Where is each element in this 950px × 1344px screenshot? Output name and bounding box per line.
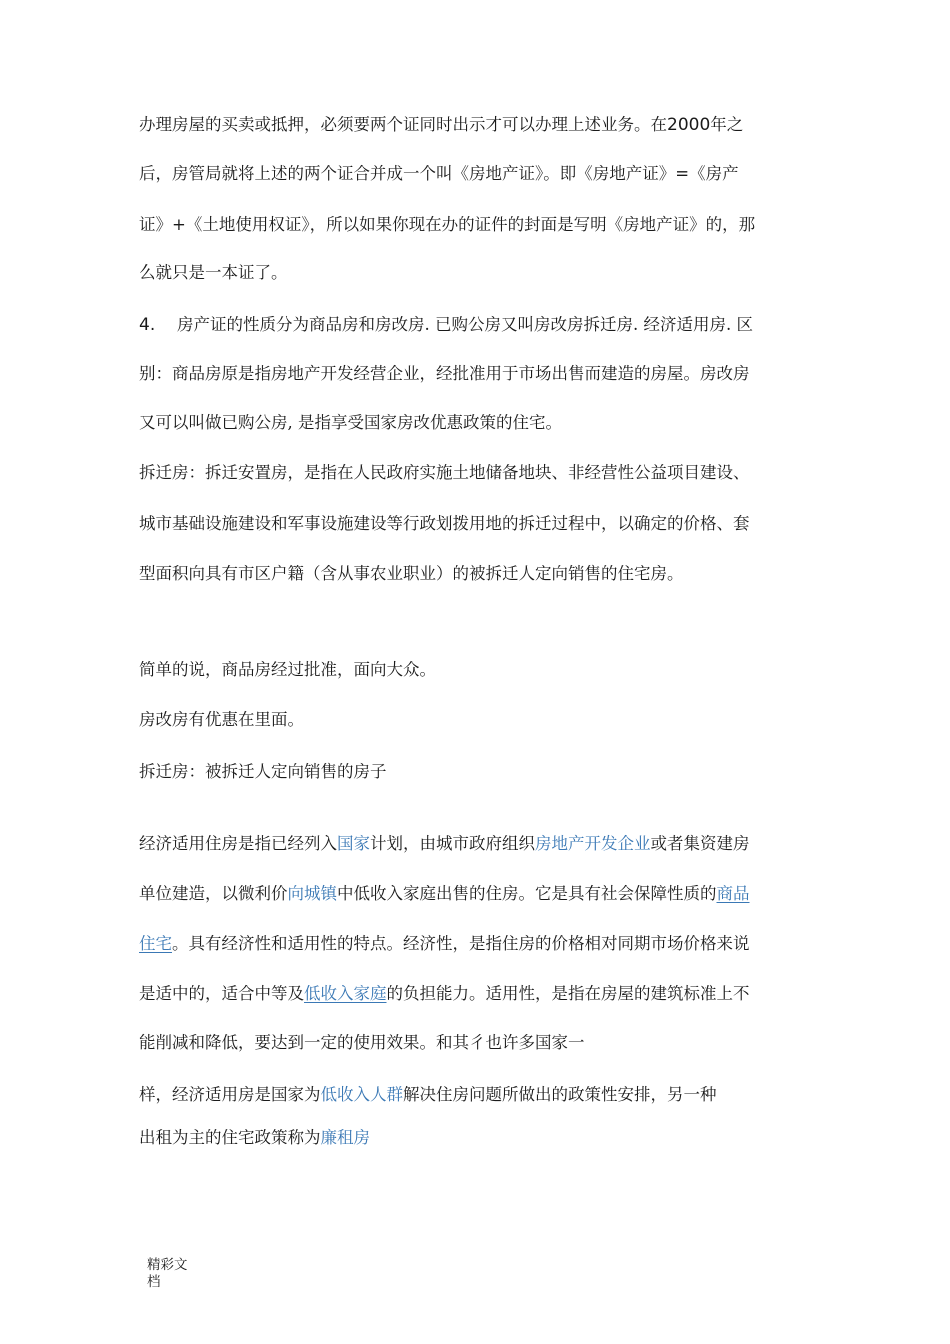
text-span: 的负担能力。适用性，是指在房屋的建筑标准上不 xyxy=(386,984,750,1003)
paragraph-1-line-3: 证》+《土地使用权证》，所以如果你现在办的证件的封面是写明《房地产证》的，那 xyxy=(139,215,756,234)
summary-line-1: 简单的说，商品房经过批准，面向大众。 xyxy=(139,660,436,679)
link-residence[interactable]: 住宅 xyxy=(139,934,172,953)
page-footer xyxy=(147,1257,195,1291)
paragraph-4-line-3 xyxy=(139,931,750,957)
paragraph-2-line-1 xyxy=(139,312,753,338)
text-span: 计划，由城市政府组织 xyxy=(370,834,535,853)
link-low-income-family[interactable]: 低收入家庭 xyxy=(304,984,387,1003)
text-span: 中低收入家庭出售的住房。它是具有社会保障性质的 xyxy=(337,884,717,903)
text-span: 是适中的，适合中等及 xyxy=(139,984,304,1003)
paragraph-3-line-3: 型面积向具有市区户籍（含从事农业职业）的被拆迁人定向销售的住宅房。 xyxy=(139,564,684,583)
paragraph-4-line-4 xyxy=(139,981,750,1007)
year-number: 2000 xyxy=(667,115,711,135)
paragraph-4-line-5: 能削减和降低，要达到一定的使用效果。和其彳也许多国家一 xyxy=(139,1033,585,1052)
paragraph-1-line-1 xyxy=(139,112,743,138)
summary-line-2: 房改房有优惠在里面。 xyxy=(139,710,304,729)
link-to-towns[interactable]: 向城镇 xyxy=(287,884,337,903)
text-span: 出租为主的住宅政策称为 xyxy=(139,1128,321,1147)
text-span: 经济适用住房是指已经列入 xyxy=(139,834,337,853)
paragraph-2-line-2: 别：商品房原是指房地产开发经营企业，经批准用于市场出售而建造的房屋。房改房 xyxy=(139,364,750,383)
paragraph-3-line-2: 城市基础设施建设和军事设施建设等行政划拨用地的拆迁过程中，以确定的价格、套 xyxy=(139,514,750,533)
summary-line-3: 拆迁房：被拆迁人定向销售的房子 xyxy=(139,762,387,781)
paragraph-4-line-7 xyxy=(139,1125,370,1151)
list-number: 4. xyxy=(139,315,156,335)
text-span: 或者集资建房 xyxy=(650,834,750,853)
text-span: 单位建造，以微利价 xyxy=(139,884,288,903)
text-span: 办理房屋的买卖或抵押，必须要两个证同时出示才可以办理上述业务。在 xyxy=(139,115,667,134)
text-span: 房产证的性质分为商品房和房改房. 已购公房又叫房改房拆迁房. 经济适用房. 区 xyxy=(177,315,753,334)
text-span: 年之 xyxy=(710,115,744,134)
paragraph-4-line-1 xyxy=(139,831,750,857)
footer-line-1: 精彩文 xyxy=(147,1257,188,1273)
paragraph-2-line-3: 又可以叫做已购公房, 是指享受国家房改优惠政策的住宅。 xyxy=(139,413,562,432)
text-span: 样，经济适用房是国家为 xyxy=(139,1085,321,1104)
link-real-estate-developer[interactable]: 房地产开发企业 xyxy=(535,834,651,853)
text-span: 解决住房问题所做出的政策性安排，另一种 xyxy=(403,1085,717,1104)
link-guojia[interactable]: 国家 xyxy=(337,834,370,853)
paragraph-3-line-1: 拆迁房：拆迁安置房，是指在人民政府实施土地储备地块、非经营性公益项目建设、 xyxy=(139,463,750,482)
paragraph-4-line-2 xyxy=(139,881,750,907)
link-commercial-housing[interactable]: 商品 xyxy=(716,884,750,903)
link-low-income-group[interactable]: 低收入人群 xyxy=(320,1085,403,1104)
paragraph-4-line-6 xyxy=(139,1082,717,1108)
paragraph-1-line-4: 么就只是一本证了。 xyxy=(139,263,288,282)
paragraph-1-line-2: 后，房管局就将上述的两个证合并成一个叫《房地产证》。即《房地产证》=《房产 xyxy=(139,164,739,183)
footer-line-2: 档 xyxy=(147,1274,161,1290)
link-low-rent-housing[interactable]: 廉租房 xyxy=(320,1128,370,1147)
text-span: 。具有经济性和适用性的特点。经济性，是指住房的价格相对同期市场价格来说 xyxy=(172,934,750,953)
